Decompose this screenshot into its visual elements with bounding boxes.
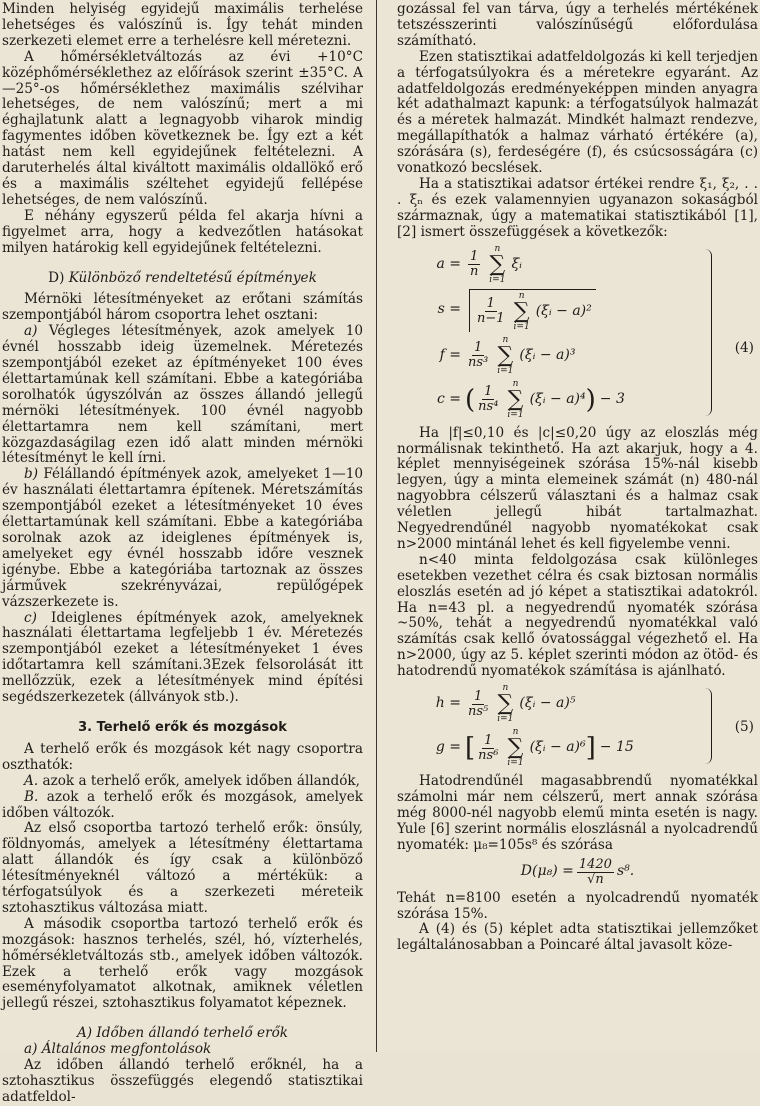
item-c bbox=[2, 611, 363, 706]
subsubsection-heading-a: a) Általános megfontolások bbox=[24, 1041, 212, 1058]
numerator: 1 bbox=[473, 340, 483, 356]
formula-term: (ξᵢ − a)⁴ bbox=[529, 390, 586, 407]
item-text: Ideiglenes építmények azok, amelyeknek használati élettartama legfeljebb 1 év. Méretezés szempontjából ezeket a létesítményeket 1 éves időtartamra kell számítani.3Ezek felsorolását itt mellőzzük, ezek a létesítmények mind építési segédszerkezetek (állványok stb.). bbox=[2, 609, 363, 706]
formula-h bbox=[397, 684, 758, 724]
sum-lower: i=1 bbox=[497, 714, 514, 725]
numerator: 1 bbox=[484, 384, 493, 400]
formula-lhs: D(μ₈) = bbox=[520, 863, 574, 880]
formula-term: (ξᵢ − a)³ bbox=[519, 346, 576, 363]
equation-number: (4) bbox=[734, 339, 754, 356]
sum-lower: i=1 bbox=[497, 365, 514, 376]
paragraph: E néhány egyszerű példa fel akarja hívni a figyelmet arra, hogy a kedvezőtlen hatásokat milyen határokig kell egyidejűnek feltételezni. bbox=[2, 207, 363, 256]
item-label: B. bbox=[24, 788, 39, 805]
sum-symbol: n ∑ i=1 bbox=[497, 334, 514, 376]
fraction bbox=[478, 385, 498, 414]
item-label: A. bbox=[24, 772, 39, 789]
numerator: 1 bbox=[486, 296, 495, 312]
section-heading-3 bbox=[2, 720, 363, 736]
paragraph: gozással fel van tárva, úgy a terhelés mértékének tetszésszerinti valószínűségű előfordulása számítható. bbox=[397, 1, 758, 49]
item-b bbox=[2, 467, 363, 610]
paragraph: A terhelő erők és mozgások két nagy csoportra oszthatók: bbox=[2, 740, 363, 773]
formula-tail: s⁸. bbox=[616, 863, 635, 880]
paragraph: Tehát n=8100 esetén a nyolcadrendű nyomaték szórása 15%. bbox=[397, 889, 758, 922]
list-item-B bbox=[2, 790, 363, 822]
sqrt-sign bbox=[469, 289, 596, 332]
paragraph: Az időben állandó terhelő erőknél, ha a sztohasztikus összefüggés elegendő statisztikai adatfeldol- bbox=[2, 1057, 363, 1105]
paragraph: A hőmérsékletváltozás az évi +10°C középhőmérséklethez az előírások szerint ±35°C. A —25°-os hőmérséklethez maximális szélvihar lehetséges, de nem valószínű; mert a mi éghajlatunk alatt a legnagyobb viharok mindig fagymentes időben következnek be. Így ezt a két hatást nem kell egyidejűnek feltételezni. A daruterhelés által kiváltott maximális oldallökő erő és a maximális széltehet egyidejű fellépése lehetséges, de nem valószínű. bbox=[2, 48, 363, 208]
sum-upper: n bbox=[494, 243, 501, 254]
numerator: 1 bbox=[484, 732, 493, 748]
sum-lower: i=1 bbox=[489, 274, 506, 285]
sum-upper: n bbox=[502, 683, 509, 694]
paragraph: Ezen statisztikai adatfeldolgozás ki kell terjedjen a térfogatsúlyokra és a méretekre egyaránt. Az adatfeldolgozás eredményeképpen minden anyagra két adathalmazt kapunk: a térfogatsúlyok halmazát és a méretek halmazát. Mindkét halmazt rendezve, megállapíthatók a halmaz várható értékére (a), szórására (s), ferdeségére (f), és csúcsosságára (c) vonatkozó becslések. bbox=[397, 48, 758, 177]
column-divider bbox=[376, 0, 377, 1052]
numerator: 1420 bbox=[578, 856, 612, 872]
item-label: c) bbox=[24, 609, 37, 626]
paragraph: A (4) és (5) képlet adta statisztikai jellemzőket legáltalánosabban a Poincaré által javasolt köze- bbox=[397, 921, 758, 954]
denominator: ns⁵ bbox=[468, 703, 489, 719]
formula-lhs: g = bbox=[435, 739, 461, 756]
formula-lhs: s = bbox=[437, 301, 461, 318]
formula-term: (ξᵢ − a)⁵ bbox=[519, 695, 576, 712]
heading-title: 3. Terhelő erők és mozgások bbox=[78, 719, 287, 735]
heading-title: A) Időben állandó terhelő erők bbox=[76, 1025, 288, 1042]
sum-lower: i=1 bbox=[507, 758, 524, 769]
right-column bbox=[397, 2, 758, 954]
denominator: ns⁴ bbox=[478, 399, 499, 415]
section-heading-d bbox=[2, 271, 363, 287]
formula-lhs: c = bbox=[436, 390, 461, 407]
denominator: n−1 bbox=[477, 311, 505, 327]
formula-dmu bbox=[397, 858, 758, 887]
fraction bbox=[468, 341, 488, 370]
paragraph: Minden helyiség egyidejű maximális terhelése lehetséges és valószínű is. Így tehát minden szerkezeti elemet erre a terhelésre kell méretezni. bbox=[2, 1, 363, 49]
heading-title: Különböző rendeltetésű építmények bbox=[68, 269, 317, 286]
subsection-heading-A bbox=[2, 1026, 363, 1042]
fraction bbox=[577, 858, 614, 887]
sum-symbol: n ∑ i=1 bbox=[507, 727, 524, 769]
formula-block-5 bbox=[397, 684, 758, 768]
sum-upper: n bbox=[502, 334, 509, 345]
item-text: azok a terhelő erők, amelyek időben állandók, bbox=[38, 772, 360, 789]
item-text: Félállandó építmények azok, amelyeket 1—10 év használati élettartamra építenek. Méretszámítás szempontjából ezeket a létesítményeket 10 éves élettartamúnak kell számítani. Ebbe a kategóriába sorolnak azok az ideiglenes építmények is, amelyeket egy évnél hosszabb időre vesznek igénybe. Ebbe a kategóriába tartoznak az összes járművek szekrényvázai, repülőgépek vázszerkezete is. bbox=[2, 466, 363, 610]
heading-prefix: D) bbox=[48, 269, 69, 286]
fraction bbox=[468, 690, 488, 719]
paragraph: Mérnöki létesítményeket az erőtani számítás szempontjából három csoportra lehet osztani: bbox=[2, 291, 363, 324]
item-text: azok a terhelő erők és mozgások, amelyek időben változók. bbox=[2, 788, 363, 821]
sum-symbol: n ∑ i=1 bbox=[507, 378, 524, 420]
denominator: ns³ bbox=[468, 355, 489, 371]
formula-c: c = ( $\frac{1}{\text{ns⁴}}$ n ∑ i=1 (ξᵢ − a)⁴ ) − 3 bbox=[397, 380, 758, 420]
formula-brace bbox=[705, 249, 712, 416]
formula-brace bbox=[705, 688, 712, 764]
numerator: 1 bbox=[470, 249, 479, 265]
formula-f bbox=[397, 336, 758, 376]
sum-upper: n bbox=[512, 727, 519, 738]
list-item-A bbox=[2, 774, 363, 790]
formula-term: (ξᵢ − a)² bbox=[535, 302, 592, 319]
paragraph: Az első csoportba tartozó terhelő erők: önsúly, földnyomás, amelyek a létesítmény élettartama alatt állandók és így csak a különböző létesítményeknél változó a mértékük: a térfogatsúlyok és a szerkezeti méreteik sztohasztikus változása miatt. bbox=[2, 820, 363, 916]
left-column bbox=[2, 2, 363, 1106]
paragraph: Ha a statisztikai adatsor értékei rendre ξ₁, ξ₂, . . . ξₙ és ezek valamennyien ugyanazon sokaságból származnak, úgy a matematikai statisztikából [1], [2] ismert összefüggések a következők: bbox=[397, 175, 758, 240]
denominator: ns⁶ bbox=[478, 747, 499, 763]
item-label: a) bbox=[24, 323, 38, 340]
denominator: √n bbox=[587, 871, 604, 887]
equation-number: (5) bbox=[734, 719, 754, 736]
sum-lower: i=1 bbox=[513, 321, 530, 332]
formula-tail: − 15 bbox=[599, 739, 634, 756]
fraction bbox=[468, 250, 480, 279]
sum-upper: n bbox=[518, 290, 525, 301]
formula-a bbox=[397, 245, 758, 285]
formula-term: ξᵢ bbox=[511, 255, 522, 272]
formula-lhs: f = bbox=[439, 346, 461, 363]
formula-tail: − 3 bbox=[599, 390, 625, 407]
paragraph: Ha |f|≤0,10 és |c|≤0,20 úgy az eloszlás még normálisnak tekinthető. Ha azt akarjuk, hogy a 4. képlet mennyiségeinek szórása 15%-nál kisebb legyen, úgy a minta elemeinek számát (n) 480-nál nagyobbra célszerű választani és a halmaz csak véletlen jellegű hibát tartalmazhat. Negyedrendűnél nagyobb nyomatékokat csak n>2000 mintánál lehet és kell figyelembe venni. bbox=[397, 424, 758, 552]
sum-symbol: n ∑ i=1 bbox=[497, 683, 514, 725]
item-text: Végleges létesítmények, azok amelyek 10 évnél hosszabb ideig üzemelnek. Méretezés szempontjából ezeket az építményeket 100 éves élettartamúnak kell számítani. Ebbe a kategóriába sorolhatók úgyszólván az összes állandó jellegű mérnöki létesítmények. 100 évnél nagyobb élettartamra nem kell számítani, mert közgazdaságilag ezen idő alatt minden mérnöki létesítményt le kell írni. bbox=[2, 323, 363, 467]
formula-lhs: a = bbox=[436, 255, 461, 272]
numerator: 1 bbox=[473, 688, 483, 704]
sum-symbol: n ∑ i=1 bbox=[513, 290, 530, 332]
paragraph: Hatodrendűnél magasabbrendű nyomatékkal számolni már nem célszerű, mert annak szórása még 8000-nél nagyobb elemű minta esetén is nagy. Yule [6] szerint normális eloszlásnál a nyolcadrendű nyomaték: μ₈=105s⁸ és szórása bbox=[397, 773, 758, 853]
fraction bbox=[477, 297, 505, 326]
formula-s bbox=[397, 289, 758, 332]
sum-symbol: n ∑ i=1 bbox=[489, 243, 506, 285]
formula-block-4 bbox=[397, 245, 758, 420]
item-a bbox=[2, 324, 363, 467]
sum-upper: n bbox=[512, 378, 519, 389]
paragraph: A második csoportba tartozó terhelő erők és mozgások: hasznos terhelés, szél, hó, vízterhelés, hőmérsékletváltozás stb., amelyek időben változók. Ezek a terhelő erők vagy mozgások eseményfolyamatot alkotnak, amiknek véletlen jellegű részei, sztohasztikus folyamatot képeznek. bbox=[2, 915, 363, 1012]
denominator: n bbox=[469, 264, 479, 280]
fraction bbox=[478, 734, 498, 763]
sum-lower: i=1 bbox=[507, 409, 524, 420]
paragraph: n<40 minta feldolgozása csak különleges esetekben vezethet célra és csak biztosan normális eloszlás esetén ad jó képet a statisztikai adatokról. Ha n=43 pl. a negyedrendű nyomaték szórása ~50%, tehát a negyedrendű nyomatékkal való számítás csak kellő óvatossággal végezhető el. Ha n>2000, úgy az 5. képlet szerinti módon az ötöd- és hatodrendű nyomatékok számítása is ajánlható. bbox=[397, 551, 758, 680]
formula-lhs: h = bbox=[435, 695, 461, 712]
formula-g: g = [ $\frac{1}{\text{ns⁶}}$ n ∑ i=1 (ξᵢ − a)⁶ ] − 15 bbox=[397, 728, 758, 768]
item-label: b) bbox=[24, 466, 39, 483]
formula-term: (ξᵢ − a)⁶ bbox=[529, 739, 586, 756]
